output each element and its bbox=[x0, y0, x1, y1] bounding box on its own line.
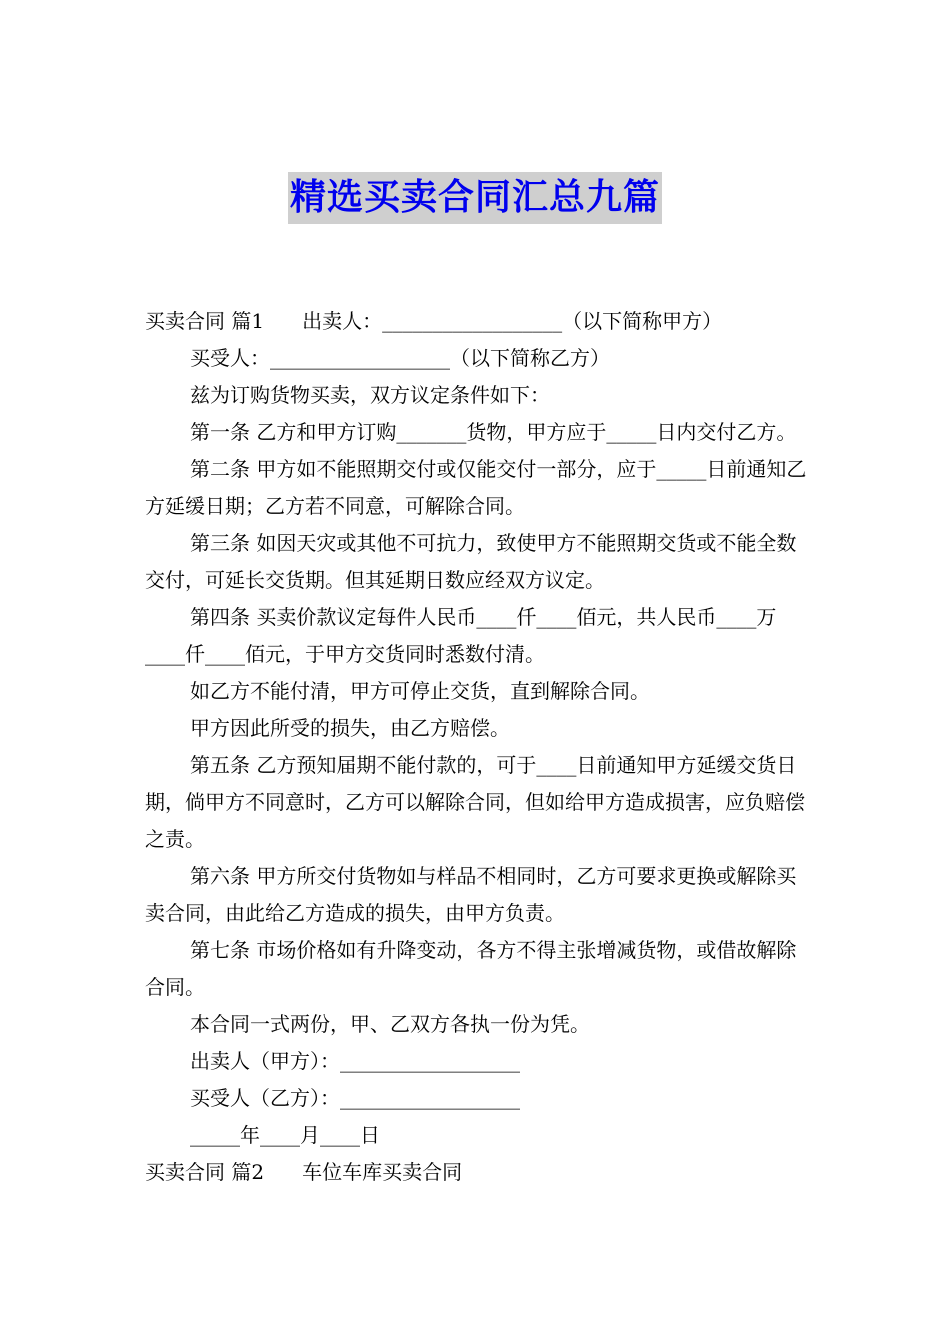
paragraph-4: 第一条 乙方和甲方订购_______货物，甲方应于_____日内交付乙方。 bbox=[190, 420, 797, 444]
paragraph-13: 本合同一式两份，甲、乙双方各执一份为凭。 bbox=[190, 1012, 590, 1036]
paragraph-2: 买受人：__________________（以下简称乙方） bbox=[190, 346, 610, 370]
paragraph-6: 第三条 如因天灾或其他不可抗力，致使甲方不能照期交货或不能全数交付，可延长交货期。但其延期日数应经双方议定。 bbox=[145, 531, 797, 592]
paragraph-16: _____年____月____日 bbox=[190, 1123, 380, 1147]
section-heading-2: 买卖合同 篇2 bbox=[145, 1160, 265, 1184]
paragraph-3: 兹为订购货物买卖，双方议定条件如下： bbox=[190, 383, 550, 407]
title-container bbox=[0, 172, 950, 224]
paragraph-14: 出卖人（甲方）：__________________ bbox=[190, 1049, 520, 1073]
document-title: 精选买卖合同汇总九篇 bbox=[288, 172, 662, 224]
paragraph-5: 第二条 甲方如不能照期交付或仅能交付一部分，应于_____日前通知乙方延缓日期；乙方若不同意，可解除合同。 bbox=[145, 457, 807, 518]
paragraph-7: 第四条 买卖价款议定每件人民币____仟____佰元，共人民币____万____仟____佰元，于甲方交货同时悉数付清。 bbox=[145, 605, 777, 666]
paragraph-1 bbox=[145, 303, 810, 340]
paragraph-15: 买受人（乙方）：__________________ bbox=[190, 1086, 520, 1110]
document-body bbox=[145, 303, 810, 1191]
paragraph-9: 甲方因此所受的损失，由乙方赔偿。 bbox=[190, 716, 510, 740]
paragraph-11: 第六条 甲方所交付货物如与样品不相同时，乙方可要求更换或解除买卖合同，由此给乙方造成的损失，由甲方负责。 bbox=[145, 864, 797, 925]
paragraph-10: 第五条 乙方预知届期不能付款的，可于____日前通知甲方延缓交货日期，倘甲方不同意时，乙方可以解除合同，但如给甲方造成损害，应负赔偿之责。 bbox=[145, 753, 805, 851]
section-heading-1: 买卖合同 篇1 bbox=[145, 309, 265, 333]
paragraph-8: 如乙方不能付清，甲方可停止交货，直到解除合同。 bbox=[190, 679, 650, 703]
paragraph-12: 第七条 市场价格如有升降变动，各方不得主张增减货物，或借故解除合同。 bbox=[145, 938, 797, 999]
section-subtitle-2: 车位车库买卖合同 bbox=[302, 1160, 463, 1184]
paragraph-17 bbox=[145, 1154, 810, 1191]
seller-line: 出卖人：__________________（以下简称甲方） bbox=[302, 309, 723, 333]
